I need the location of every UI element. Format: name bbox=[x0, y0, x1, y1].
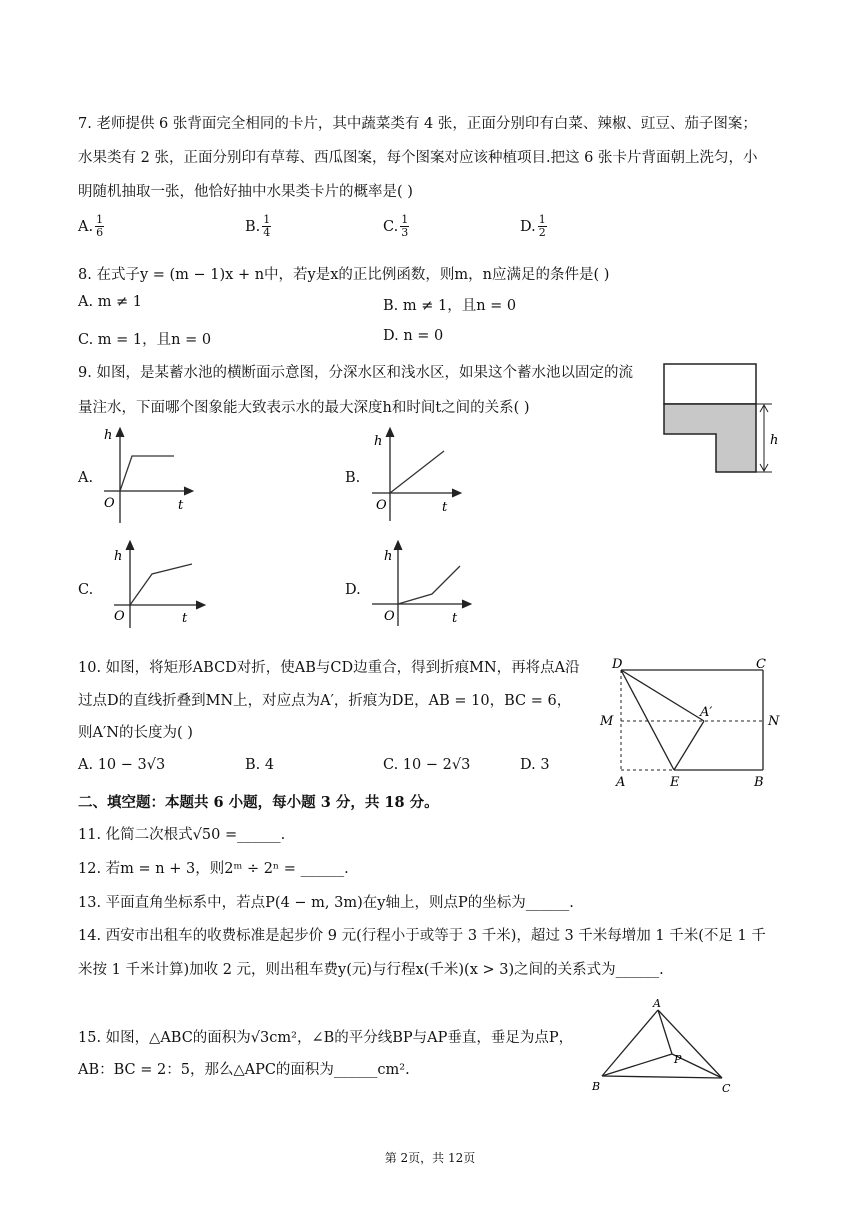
q9-graph-a-o: O bbox=[104, 496, 115, 511]
q7-option-label: C. bbox=[383, 218, 399, 235]
q9-option-c-label: C. bbox=[78, 582, 94, 598]
q9-graph-b-h: h bbox=[374, 434, 383, 449]
q10-label-m: M bbox=[600, 714, 614, 729]
q10-label-e: E bbox=[670, 775, 680, 790]
q8-option-b: B. m ≠ 1，且n = 0 bbox=[383, 298, 517, 314]
q10-label-d: D bbox=[612, 657, 623, 672]
q10-label-a-prime: A′ bbox=[700, 705, 713, 720]
q10-label-n: N bbox=[768, 714, 780, 729]
fraction-denominator: 6 bbox=[96, 226, 104, 239]
q7-line3: 明随机抽取一张，他恰好抽中水果类卡片的概率是( ) bbox=[78, 184, 413, 200]
q9-fig-h-label: h bbox=[770, 433, 779, 448]
q7-option-label: B. bbox=[245, 218, 261, 235]
fraction-numerator: 1 bbox=[401, 213, 409, 226]
q10-option-a: A. 10 − 3√3 bbox=[78, 757, 166, 773]
page-footer: 第 2页，共 12页 bbox=[384, 1151, 476, 1165]
fraction bbox=[538, 214, 547, 239]
q9-graph-d-o: O bbox=[384, 609, 395, 624]
q9-graph-c-t: t bbox=[182, 611, 188, 626]
q7-option-label: A. bbox=[78, 218, 94, 235]
q9-graph-c-o: O bbox=[114, 609, 125, 624]
fraction bbox=[400, 214, 409, 239]
q10-option-d: D. 3 bbox=[520, 757, 550, 773]
q8-stem: 8. 在式子y = (m − 1)x + n中，若y是x的正比例函数，则m，n应满足的条件是( ) bbox=[78, 267, 610, 283]
q10-line3: 则A′N的长度为( ) bbox=[78, 725, 193, 741]
fraction-denominator: 2 bbox=[538, 226, 546, 239]
q9-graph-d-h: h bbox=[384, 549, 393, 564]
fraction-numerator: 1 bbox=[96, 213, 104, 226]
fraction-denominator: 3 bbox=[401, 226, 409, 239]
q8-option-d: D. n = 0 bbox=[383, 328, 444, 344]
fraction-numerator: 1 bbox=[263, 213, 271, 226]
q10-option-b: B. 4 bbox=[245, 757, 275, 773]
q10-label-b: B bbox=[754, 775, 764, 790]
q10-line1: 10. 如图，将矩形ABCD对折，使AB与CD边重合，得到折痕MN，再将点A沿 bbox=[78, 660, 580, 676]
q9-graph-c bbox=[110, 538, 210, 630]
q7-option-c bbox=[383, 214, 409, 239]
q9-graph-a bbox=[100, 425, 200, 525]
q9-graph-c-h: h bbox=[114, 549, 123, 564]
q7-option-a bbox=[78, 214, 104, 239]
fraction bbox=[262, 214, 271, 239]
q9-reservoir-figure bbox=[660, 362, 800, 482]
q15-triangle-figure bbox=[588, 998, 748, 1102]
q7-option-d bbox=[520, 214, 547, 239]
q9-graph-a-t: t bbox=[178, 498, 184, 513]
q8-option-a: A. m ≠ 1 bbox=[78, 294, 143, 310]
q15-label-p: P bbox=[674, 1053, 682, 1066]
q9-option-a-label: A. bbox=[78, 470, 94, 486]
q11: 11. 化简二次根式√50 =______. bbox=[78, 827, 286, 843]
q10-label-c: C bbox=[756, 657, 766, 672]
q14-line1: 14. 西安市出租车的收费标准是起步价 9 元(行程小于或等于 3 千米)，超过 3 千米每增加 1 千米(不足 1 千 bbox=[78, 928, 766, 944]
fraction bbox=[95, 214, 104, 239]
q9-graph-b-t: t bbox=[442, 500, 448, 515]
q9-graph-d-t: t bbox=[452, 611, 458, 626]
q9-line1: 9. 如图，是某蓄水池的横断面示意图，分深水区和浅水区，如果这个蓄水池以固定的流 bbox=[78, 365, 633, 381]
q15-label-b: B bbox=[592, 1080, 601, 1093]
q9-line2: 量注水，下面哪个图象能大致表示水的最大深度h和时间t之间的关系( ) bbox=[78, 400, 530, 416]
q14-line2: 米按 1 千米计算)加收 2 元，则出租车费y(元)与行程x(千米)(x > 3)之间的关系式为______. bbox=[78, 962, 664, 978]
section-2-heading: 二、填空题：本题共 6 小题，每小题 3 分，共 18 分。 bbox=[78, 794, 439, 811]
q15-label-c: C bbox=[722, 1082, 731, 1095]
q9-graph-b-o: O bbox=[376, 498, 387, 513]
q10-label-a: A bbox=[616, 775, 626, 790]
q7-option-b bbox=[245, 214, 271, 239]
q15-line1: 15. 如图，△ABC的面积为√3cm²，∠B的平分线BP与AP垂直，垂足为点P， bbox=[78, 1030, 574, 1046]
q10-option-c: C. 10 − 2√3 bbox=[383, 757, 471, 773]
fraction-denominator: 4 bbox=[263, 226, 271, 239]
q7-line1: 7. 老师提供 6 张背面完全相同的卡片，其中蔬菜类有 4 张，正面分别印有白菜、辣椒、豇豆、茄子图案； bbox=[78, 116, 757, 132]
fraction-numerator: 1 bbox=[538, 213, 546, 226]
q13: 13. 平面直角坐标系中，若点P(4 − m, 3m)在y轴上，则点P的坐标为______. bbox=[78, 895, 574, 911]
q9-graph-b bbox=[368, 425, 468, 525]
q7-option-label: D. bbox=[520, 218, 536, 235]
q10-rectangle-figure bbox=[600, 654, 800, 794]
q9-graph-a-h: h bbox=[104, 428, 113, 443]
q9-option-b-label: B. bbox=[345, 470, 361, 486]
q7-line2: 水果类有 2 张，正面分别印有草莓、西瓜图案，每个图案对应该种植项目.把这 6 张卡片背面朝上洗匀，小 bbox=[78, 150, 758, 166]
q15-line2: AB：BC = 2：5，那么△APC的面积为______cm². bbox=[78, 1062, 410, 1078]
q15-label-a: A bbox=[653, 997, 661, 1010]
q9-graph-d bbox=[368, 538, 478, 630]
q8-option-c: C. m = 1，且n = 0 bbox=[78, 332, 212, 348]
q9-option-d-label: D. bbox=[345, 582, 361, 598]
q12: 12. 若m = n + 3，则2ᵐ ÷ 2ⁿ = ______. bbox=[78, 861, 349, 877]
q10-line2: 过点D的直线折叠到MN上，对应点为A′，折痕为DE，AB = 10，BC = 6， bbox=[78, 693, 572, 709]
